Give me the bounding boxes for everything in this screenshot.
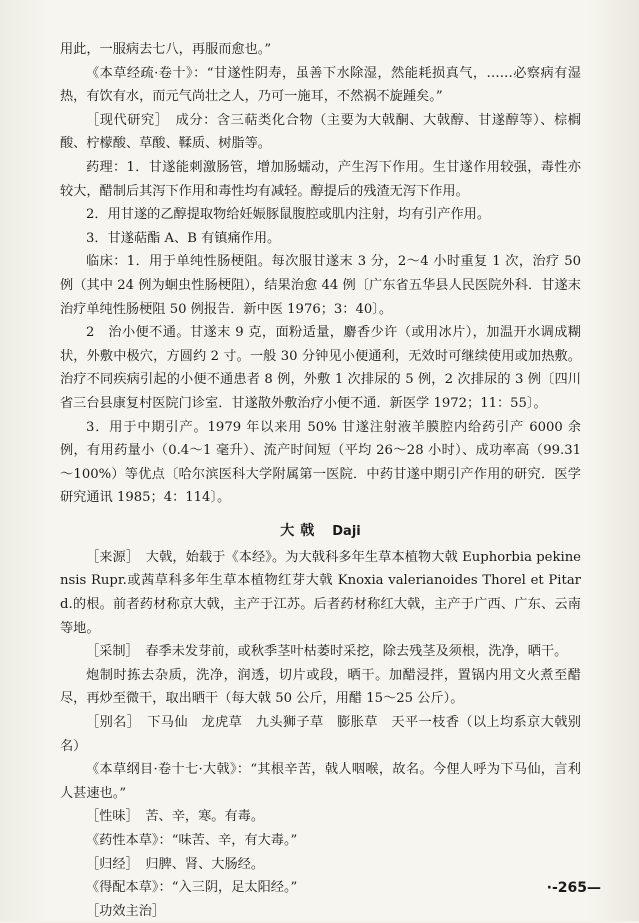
quote-depeibencao: 《得配本草》：“入三阴，足太阳经。”: [86, 880, 298, 896]
page-number: [547, 880, 601, 896]
quote-yaoxingbencao: 《药性本草》：“味苦、辛，有大毒。”: [86, 833, 298, 848]
pharmacology-2: 2．用甘遂的乙醇提取物给妊娠豚鼠腹腔或肌内注射，均有引产作用。: [86, 207, 491, 223]
entry-title: 大戟: [280, 522, 321, 539]
meridian-section: ［归经］ 归脾、肾、大肠经。: [86, 856, 265, 872]
page-number-dash-right: —: [587, 880, 601, 896]
alias-section: ［别名］ 下马仙 龙虎草 九头狮子草 膨胀草 天平一枝香（以上均系京大戟别名）: [60, 715, 581, 754]
pharmacology-1: 药理：1．甘遂能刺激肠管，增加肠蠕动，产生泻下作用。生甘遂作用较强，毒性亦较大，醋制后其泻下作用和毒性均有减轻。醇提后的残渣无泻下作用。: [60, 159, 581, 199]
nature-section: ［性味］ 苦、辛，寒。有毒。: [86, 809, 265, 825]
clinical-2: 2 治小便不通。甘遂末 9 克，面粉适量，麝香少许（或用冰片），加温开水调成糊状，外敷中极穴，方圆约 2 寸。一般 30 分钟见小便通利，无效时可继续使用或加热敷。治疗不同疾病引起的小便不通患者 8 例，外敷 1 次排尿的 5 例，2 次排尿的 3 例〔四川省三台县康复村医院门诊室．甘遂散外敷治疗小便不通．新医学 1972；11：55〕。: [60, 325, 581, 411]
page-number-dash-left: ·-: [546, 880, 558, 896]
text-line: 用此，一服病去七八，再服而愈也。”: [60, 42, 272, 57]
collection-section: ［采制］ 春季未发芽前，或秋季茎叶枯萎时采挖，除去残茎及须根，洗净，晒干。: [86, 644, 568, 660]
function-heading: ［功效主治］: [86, 903, 166, 919]
entry-heading: [60, 520, 581, 540]
modern-research: ［现代研究］ 成分：含三萜类化合物（主要为大戟酮、大戟醇、甘遂醇等）、棕榈酸、柠檬酸、草酸、鞣质、树脂等。: [60, 112, 581, 152]
pharmacology-3: 3．甘遂萜酯 A、B 有镇痛作用。: [86, 230, 281, 246]
quote-bencaojingshu: 《本草经疏·卷十》：“甘遂性阴寿，虽善下水除湿，然能耗损真气，……必察病有湿热，有饮有水，而元气尚壮之人，乃可一施耳，不然祸不旋踵矣。”: [60, 65, 581, 105]
processing-text: 炮制时拣去杂质，洗净，润透，切片或段，晒干。加醋浸拌，置锅内用文火煮至醋尽，再炒至微干，取出晒干（每大戟 50 公斤，用醋 15～25 公斤）。: [60, 667, 581, 707]
clinical-3: 3．用于中期引产。1979 年以来用 50% 甘遂注射液羊膜腔内给药引产 6000 余例，有用药量小（0.4～1 毫升）、流产时间短（平均 26～28 小时）、成功率高（99.31～100%）等优点〔哈尔滨医科大学附属第一医院．中药甘遂中期引产作用的研究．医学研究通讯 1985；4：114〕。: [60, 419, 581, 506]
quote-bencaogangmu: 《本草纲目·卷十七·大戟》：“其根辛苦，戟人咽喉，故名。今俚人呼为下马仙，言利人甚速也。”: [60, 762, 581, 801]
source-section: ［来源］ 大戟，始载于《本经》。为大戟科多年生草本植物大戟 Euphorbia pekinensis Rupr.或茜草科多年生草本植物红芽大戟 Knoxia valerianoides Thorel et Pitard.的根。前者药材称京大戟，主产于江苏。后者药材称红大戟，主产于广西、广东、云南等地。: [60, 549, 581, 636]
page-number-value: 265: [557, 880, 587, 896]
clinical-1: 临床：1．用于单纯性肠梗阻。每次服甘遂末 3 分，2～4 小时重复 1 次，治疗 50 例（其中 24 例为蛔虫性肠梗阻），结果治愈 44 例〔广东省五华县人民医院外科．甘遂末治疗单纯性肠梗阻 50 例报告．新中医 1976；3：40〕。: [60, 254, 581, 317]
entry-pinyin: Daji: [332, 523, 361, 539]
